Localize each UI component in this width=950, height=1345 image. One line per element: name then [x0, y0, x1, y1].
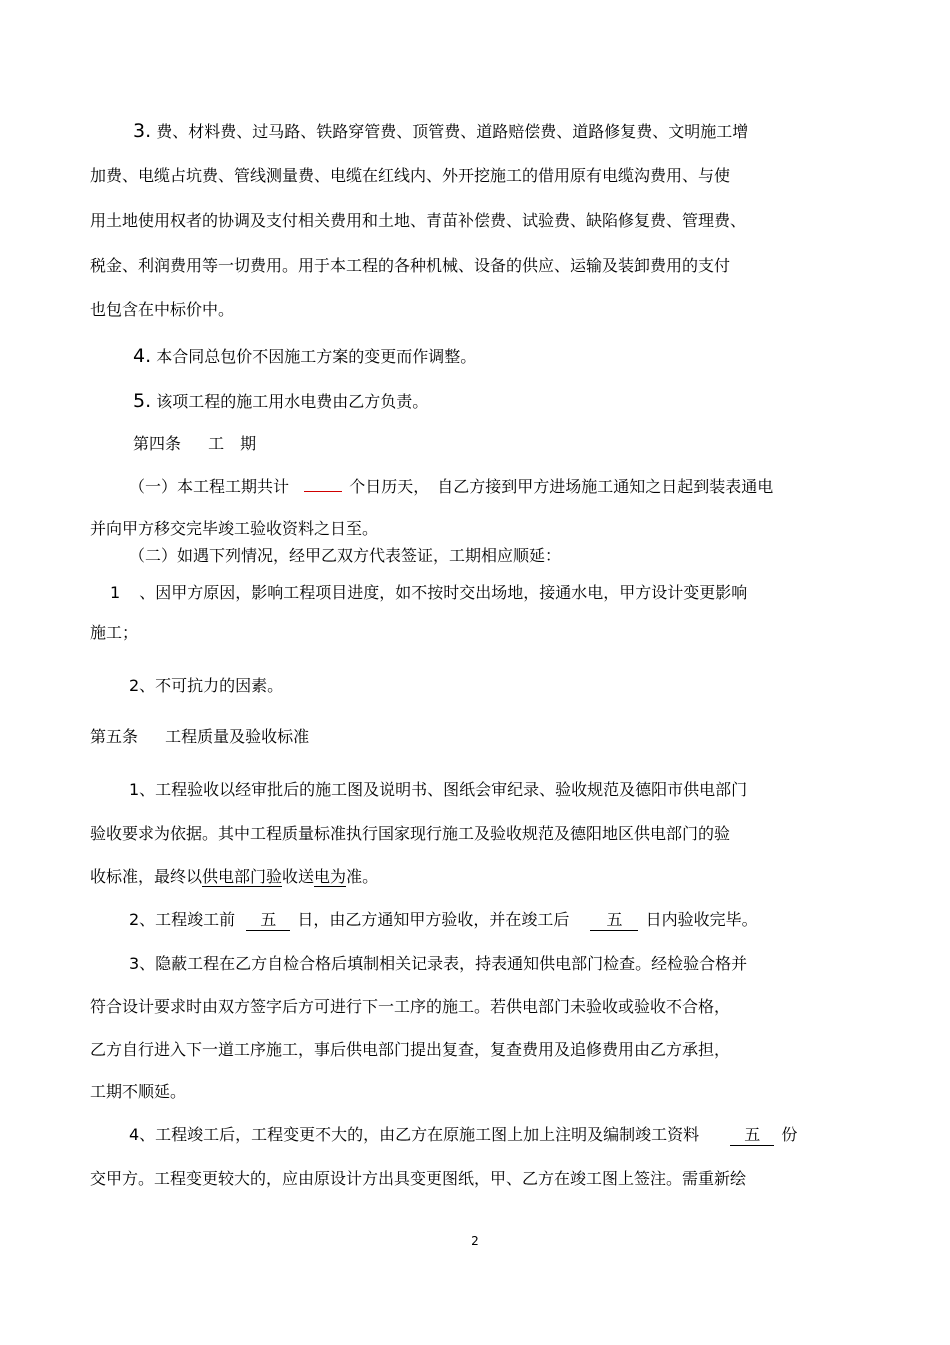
sub-1-number: 1 — [110, 583, 121, 602]
item-4-number: 4. — [133, 345, 152, 367]
article-4-heading — [133, 433, 256, 455]
item-5-text: 该项工程的施工用水电费由乙方负责。 — [156, 392, 429, 411]
item-3-line-3: 用土地使用权者的协调及支付相关费用和土地、青苗补偿费、试验费、缺陷修复费、管理费、 — [90, 211, 747, 230]
sub-1-text: 、因甲方原因，影响工程项目进度，如不按时交出场地，接通水电，甲方设计变更影响 — [139, 583, 748, 602]
article-5-number: 第五条 — [90, 727, 139, 746]
article-4-sub-1-line-2: 施工； — [90, 623, 139, 642]
item-3-line-1 — [133, 120, 748, 143]
underlined-text-2: 电为 — [314, 867, 347, 886]
article-5-clause-1-line-3 — [90, 866, 378, 888]
article-4-number: 第四条 — [133, 434, 182, 453]
article-4-title: 工 期 — [208, 434, 257, 453]
clause-1-line-3-suffix: 准。 — [346, 867, 379, 886]
duration-days-blank — [304, 491, 342, 492]
item-3-line-2: 加费、电缆占坑费、管线测量费、电缆在红线内、外开挖施工的借用原有电缆沟费用、与使 — [90, 166, 731, 185]
clause-1-suffix: 个日历天， 自乙方接到甲方进场施工通知之日起到装表通电 — [349, 477, 774, 496]
clause-1-prefix: （一）本工程工期共计 — [129, 477, 290, 496]
article-5-clause-3-line-2: 符合设计要求时由双方签字后方可进行下一工序的施工。若供电部门未验收或验收不合格， — [90, 997, 731, 1016]
article-5-title: 工程质量及验收标准 — [165, 727, 310, 746]
article-5-clause-1-line-1: 1、工程验收以经审批后的施工图及说明书、图纸会审纪录、验收规范及德阳市供电部门 — [129, 780, 748, 799]
article-5-clause-3-line-1: 3、隐蔽工程在乙方自检合格后填制相关记录表，持表通知供电部门检查。经检验合格并 — [129, 954, 748, 973]
item-3-line-5: 也包含在中标价中。 — [90, 300, 235, 319]
article-4-clause-1-line-2: 并向甲方移交完毕竣工验收资料之日至。 — [90, 519, 379, 538]
article-4-clause-2: （二）如遇下列情况，经甲乙双方代表签证，工期相应顺延： — [129, 546, 562, 565]
clause-1-line-3-prefix: 收标准，最终以 — [90, 867, 203, 886]
item-4 — [133, 345, 476, 368]
article-5-clause-2 — [129, 909, 758, 931]
article-5-clause-4-line-1 — [129, 1124, 797, 1146]
article-4-sub-1-line-1 — [110, 582, 747, 604]
clause-4-suffix: 份 — [781, 1125, 798, 1144]
item-5-number: 5. — [133, 390, 152, 412]
acceptance-days-blank: 五 — [590, 910, 638, 931]
article-5-heading — [90, 726, 309, 748]
clause-1-line-3-middle: 收送 — [282, 867, 315, 886]
item-3-number: 3. — [133, 120, 152, 142]
item-4-text: 本合同总包价不因施工方案的变更而作调整。 — [156, 347, 477, 366]
page-number: 2 — [471, 1234, 479, 1248]
article-4-clause-1-line-1 — [129, 476, 773, 498]
article-5-clause-3-line-3: 乙方自行进入下一道工序施工，事后供电部门提出复查，复查费用及追修费用由乙方承担， — [90, 1040, 731, 1059]
item-3-line-4: 税金、利润费用等一切费用。用于本工程的各种机械、设备的供应、运输及装卸费用的支付 — [90, 256, 731, 275]
article-5-clause-1-line-2: 验收要求为依据。其中工程质量标准执行国家现行施工及验收规范及德阳地区供电部门的验 — [90, 824, 731, 843]
underlined-text-1: 供电部门验 — [202, 867, 283, 886]
clause-4-prefix: 4、工程竣工后，工程变更不大的，由乙方在原施工图上加上注明及编制竣工资料 — [129, 1125, 700, 1144]
article-4-sub-2: 2、不可抗力的因素。 — [129, 676, 284, 695]
clause-2-prefix: 2、工程竣工前 — [129, 910, 236, 929]
notice-days-blank: 五 — [246, 910, 290, 931]
item-5 — [133, 390, 428, 413]
item-3-text: 费、材料费、过马路、铁路穿管费、顶管费、道路赔偿费、道路修复费、文明施工增 — [156, 122, 749, 141]
article-5-clause-4-line-2: 交甲方。工程变更较大的，应由原设计方出具变更图纸，甲、乙方在竣工图上签注。需重新绘 — [90, 1169, 747, 1188]
copies-count-blank: 五 — [730, 1125, 774, 1146]
clause-2-suffix: 日内验收完毕。 — [645, 910, 758, 929]
article-5-clause-3-line-4: 工期不顺延。 — [90, 1082, 187, 1101]
clause-2-middle: 日，由乙方通知甲方验收，并在竣工后 — [297, 910, 570, 929]
